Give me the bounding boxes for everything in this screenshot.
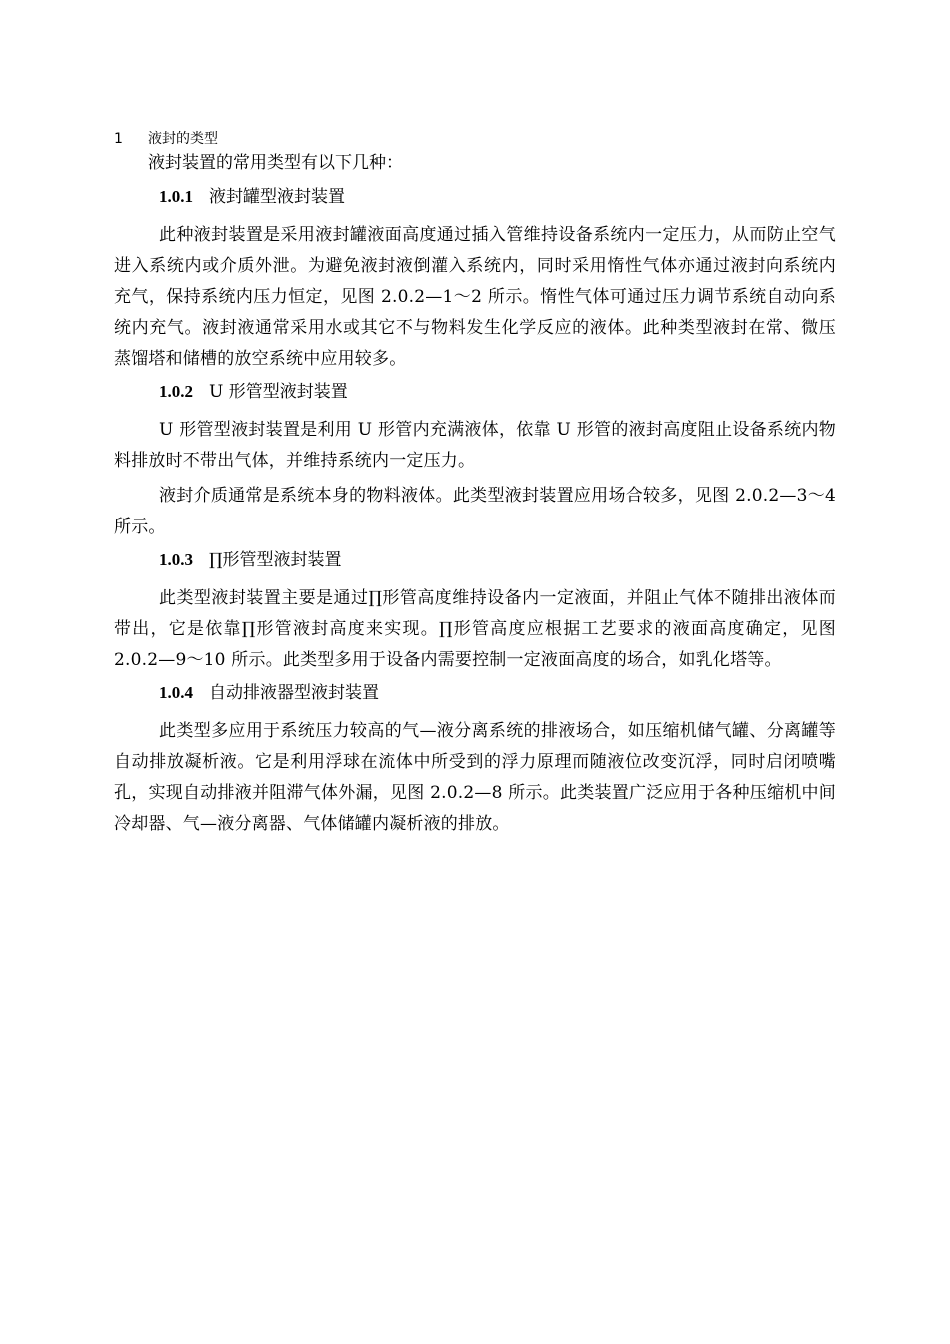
subsection-4 [114, 680, 836, 840]
subsection-title: ∏形管型液封装置 [209, 550, 342, 570]
section-number: 1 [114, 131, 123, 147]
section-heading [114, 128, 836, 150]
section-intro: 液封装置的常用类型有以下几种： [148, 153, 403, 173]
subsection-1 [114, 184, 836, 375]
subsection-number: 1.0.3 [159, 550, 193, 569]
section-title: 液封的类型 [148, 131, 218, 147]
document-body [114, 128, 836, 844]
subsection-heading [114, 184, 836, 210]
subsection-number: 1.0.1 [159, 187, 193, 206]
subsection-heading [114, 379, 836, 405]
subsection-heading [114, 547, 836, 573]
subsection-title: 液封罐型液封装置 [209, 187, 345, 207]
paragraph: 此种液封装置是采用液封罐液面高度通过插入管维持设备系统内一定压力，从而防止空气进入系统内或介质外泄。为避免液封液倒灌入系统内，同时采用惰性气体亦通过液封向系统内充气，保持系统内压力恒定，见图 2.0.2—1～2 所示。惰性气体可通过压力调节系统自动向系统内充气。液封液通常采用水或其它不与物料发生化学反应的液体。此种类型液封在常、微压蒸馏塔和储槽的放空系统中应用较多。 [114, 225, 836, 369]
paragraph: 此类型液封装置主要是通过∏形管高度维持设备内一定液面，并阻止气体不随排出液体而带出，它是依靠∏形管液封高度来实现。∏形管高度应根据工艺要求的液面高度确定，见图 2.0.2—9～10 所示。此类型多用于设备内需要控制一定液面高度的场合，如乳化塔等。 [114, 588, 836, 670]
subsection-number: 1.0.4 [159, 683, 193, 702]
subsection-2 [114, 379, 836, 543]
paragraph: U 形管型液封装置是利用 U 形管内充满液体，依靠 U 形管的液封高度阻止设备系统内物料排放时不带出气体，并维持系统内一定压力。 [114, 420, 836, 471]
subsection-3 [114, 547, 836, 676]
subsection-title: U 形管型液封装置 [209, 382, 348, 402]
paragraph: 此类型多应用于系统压力较高的气—液分离系统的排液场合，如压缩机储气罐、分离罐等自动排放凝析液。它是利用浮球在流体中所受到的浮力原理而随液位改变沉浮，同时启闭喷嘴孔，实现自动排液并阻滞气体外漏，见图 2.0.2—8 所示。此类装置广泛应用于各种压缩机中间冷却器、气—液分离器、气体储罐内凝析液的排放。 [114, 721, 836, 834]
subsection-title: 自动排液器型液封装置 [209, 683, 379, 703]
subsection-number: 1.0.2 [159, 382, 193, 401]
subsection-heading [114, 680, 836, 706]
paragraph: 液封介质通常是系统本身的物料液体。此类型液封装置应用场合较多，见图 2.0.2—3～4 所示。 [114, 486, 836, 537]
